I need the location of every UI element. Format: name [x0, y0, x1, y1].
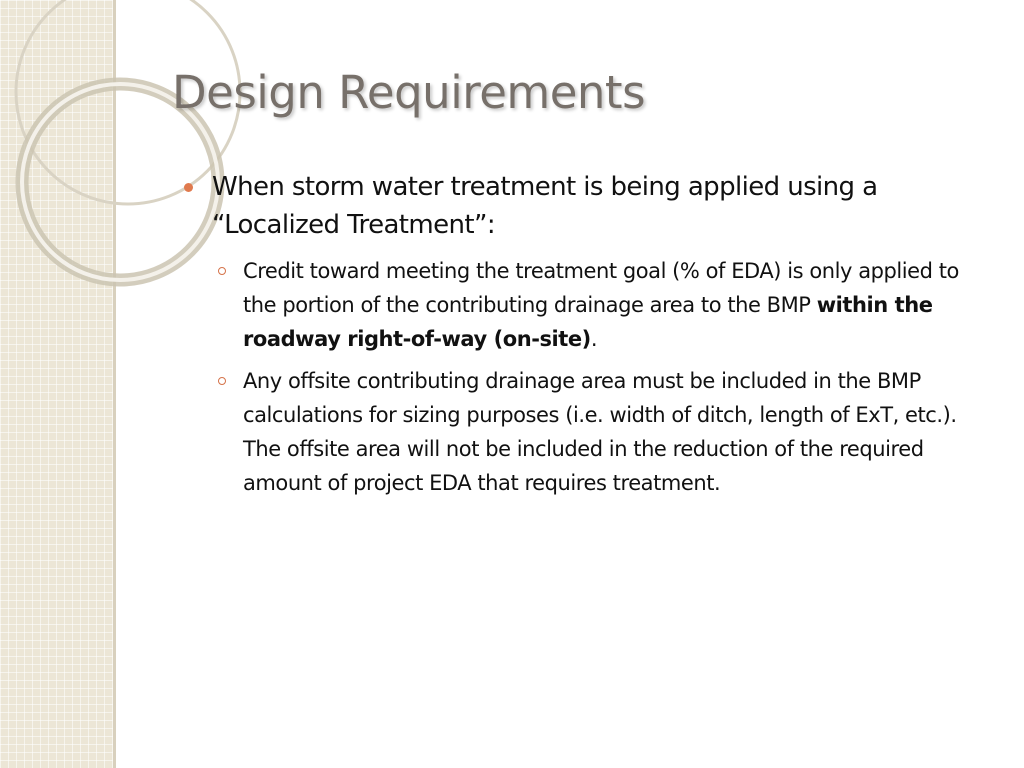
sub-bullet-offsite — [182, 364, 997, 500]
main-bullet-text: When storm water treatment is being applied using a “Localized Treatment”: — [212, 172, 878, 240]
sub-bullet-credit-bold: within the roadway right-of-way (on-site) — [243, 293, 933, 351]
sub-bullet-credit — [182, 254, 997, 356]
open-circle-bullet-icon — [218, 267, 226, 275]
slide-title: Design Requirements — [172, 66, 646, 119]
sub-bullet-credit-period: . — [590, 327, 598, 351]
sub-bullet-list — [182, 254, 997, 500]
slide-body — [182, 168, 997, 508]
main-bullet — [182, 168, 997, 244]
decorative-rings — [0, 0, 200, 300]
open-circle-bullet-icon — [218, 377, 226, 385]
filled-circle-bullet-icon — [184, 183, 193, 192]
sub-bullet-offsite-text: Any offsite contributing drainage area must be included in the BMP calculations for sizing purposes (i.e. width of ditch, length of ExT, etc.). The offsite area will not be included in the reduction of the required amount of project EDA that requires treatment. — [243, 369, 957, 495]
sub-bullet-credit-text: Credit toward meeting the treatment goal (% of EDA) is only applied to the portion of the contributing drainage area to the BMP — [243, 259, 959, 317]
